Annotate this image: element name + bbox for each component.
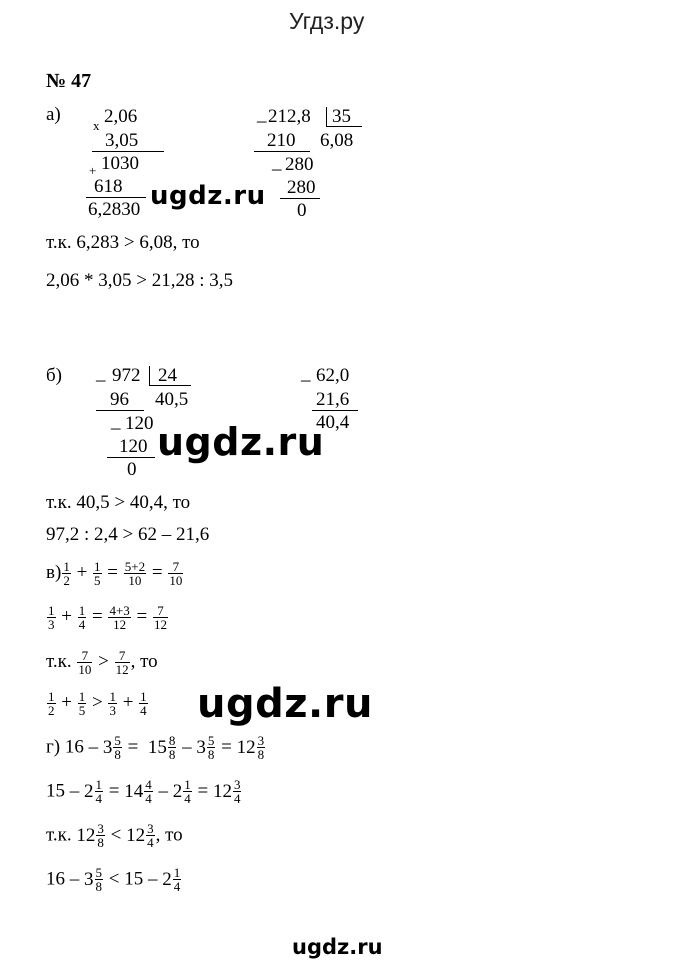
mixed-number: 2 $\frac{1}{4}$ [172, 777, 191, 806]
mixed-line-1: г) 16 – 3 $\frac{5}{8}$ = 15 $\frac{8}{8}$ – 3 $\frac{5}{8}$ = 12 $\frac{3}{8}$ [46, 733, 265, 762]
subtrahend-2: 280 [287, 177, 316, 198]
minuend: 62,0 [316, 365, 350, 386]
comparison-reason: т.к. 6,283 > 6,08, то [46, 232, 200, 253]
partial-product-1: 1030 [101, 153, 139, 174]
mixed-number: 14 $\frac{4}{4}$ [124, 777, 152, 806]
part-g-label: г) [46, 736, 61, 758]
remainder-1: 120 [125, 413, 154, 434]
fraction: $\frac{7}{12}$ [154, 603, 167, 632]
comparison-reason: т.к. 40,5 > 40,4, то [46, 492, 191, 513]
fraction: $\frac{5+2}{10}$ [124, 559, 146, 588]
fraction: $\frac{7}{10}$ [169, 559, 183, 588]
mixed-number: 12 $\frac{3}{8}$ [236, 733, 265, 762]
watermark: ugdz.ru [197, 681, 373, 727]
quotient: 40,5 [155, 389, 189, 410]
quotient: 6,08 [320, 130, 354, 151]
difference: 40,4 [316, 412, 350, 433]
subtrahend-1: 210 [267, 130, 296, 151]
fraction: $\frac{1}{5}$ [94, 559, 101, 588]
fraction: $\frac{1}{3}$ [109, 689, 116, 718]
divisor: 24 [158, 365, 177, 386]
divisor-line [326, 126, 362, 127]
mixed-number: 3 $\frac{5}{8}$ [102, 733, 121, 762]
div-line-2 [107, 457, 155, 458]
comparison-result: 2,06 * 3,05 > 21,28 : 3,5 [46, 270, 233, 291]
minus-sign: _ [272, 152, 282, 173]
mixed-comparison: т.к. 12 $\frac{3}{8}$ < 12 $\frac{3}{4}$ , то [46, 821, 183, 850]
mixed-number: 12 $\frac{3}{8}$ [76, 821, 104, 850]
remainder-2: 0 [127, 459, 137, 480]
fraction-comparison: т.к. $\frac{7}{10}$ > $\frac{7}{12}$ , то [46, 648, 158, 677]
mult-line-1 [92, 151, 164, 152]
watermark: ugdz.ru [157, 420, 325, 464]
fraction-line-1: в) $\frac{1}{2}$ + $\frac{1}{5}$ = $\frac{5+2}{10}$ = $\frac{7}{10}$ [46, 559, 183, 588]
fraction: $\frac{1}{4}$ [78, 603, 86, 632]
minus-sign: _ [111, 411, 121, 432]
subtrahend-1: 96 [110, 389, 129, 410]
division-bar [326, 107, 327, 127]
mixed-number: 2 $\frac{1}{4}$ [84, 777, 102, 806]
fraction: $\frac{1}{3}$ [48, 603, 55, 632]
part-b-label: б) [46, 365, 62, 386]
division-bar [149, 366, 150, 386]
div-line-1 [254, 151, 310, 152]
remainder-1: 280 [285, 154, 314, 175]
plus-sign: + [89, 163, 97, 178]
fraction: $\frac{7}{10}$ [78, 648, 92, 677]
div-line-2 [280, 198, 320, 199]
remainder-2: 0 [297, 200, 307, 221]
partial-product-2: 618 [94, 176, 123, 197]
fraction-line-2: $\frac{1}{3}$ + $\frac{1}{4}$ = $\frac{4+3}{12}$ = $\frac{7}{12}$ [48, 603, 167, 632]
mixed-number: 3 $\frac{5}{8}$ [84, 865, 102, 894]
mixed-number: 12 $\frac{3}{4}$ [126, 821, 154, 850]
part-a-label: а) [46, 104, 61, 125]
comparison-result: 97,2 : 2,4 > 62 – 21,6 [46, 524, 210, 545]
mixed-number: 12 $\frac{3}{4}$ [212, 777, 241, 806]
multiply-sign: х [93, 118, 100, 133]
subtrahend-2: 120 [119, 436, 148, 457]
fraction: $\frac{4+3}{12}$ [109, 603, 130, 632]
mult-line-2 [86, 197, 146, 198]
mixed-result: 16 – 3 $\frac{5}{8}$ < 15 – 2 $\frac{1}{4}$ [46, 865, 181, 894]
subtrahend: 21,6 [316, 389, 350, 410]
minus-sign: _ [257, 104, 267, 125]
mixed-number: 15 $\frac{8}{8}$ [147, 733, 176, 762]
fraction: $\frac{1}{5}$ [78, 689, 86, 718]
multiplicand: 2,06 [104, 106, 138, 127]
site-title: Угдз.ру [289, 8, 365, 34]
fraction-result: $\frac{1}{2}$ + $\frac{1}{5}$ > $\frac{1}{3}$ + $\frac{1}{4}$ [48, 689, 147, 718]
sub-line [312, 410, 358, 411]
part-v-label: в) [46, 561, 62, 583]
minus-sign: _ [301, 363, 311, 384]
watermark: ugdz.ru [150, 181, 266, 211]
fraction: $\frac{1}{2}$ [63, 559, 70, 588]
dividend: 212,8 [268, 106, 311, 127]
fraction: $\frac{1}{4}$ [140, 689, 147, 718]
divisor-line [149, 385, 191, 386]
mixed-number: 3 $\frac{5}{8}$ [196, 733, 215, 762]
product-result: 6,2830 [88, 199, 141, 220]
dividend: 972 [112, 365, 141, 386]
minus-sign: _ [96, 363, 106, 384]
footer-watermark: ugdz.ru [292, 935, 383, 959]
multiplier: 3,05 [105, 130, 139, 151]
divisor: 35 [332, 106, 351, 127]
mixed-number: 2 $\frac{1}{4}$ [162, 865, 181, 894]
fraction: $\frac{1}{2}$ [48, 689, 55, 718]
mixed-line-2: 15 – 2 $\frac{1}{4}$ = 14 $\frac{4}{4}$ – 2 $\frac{1}{4}$ = 12 $\frac{3}{4}$ [46, 777, 241, 806]
fraction: $\frac{7}{12}$ [115, 648, 129, 677]
task-number: № 47 [46, 70, 92, 92]
